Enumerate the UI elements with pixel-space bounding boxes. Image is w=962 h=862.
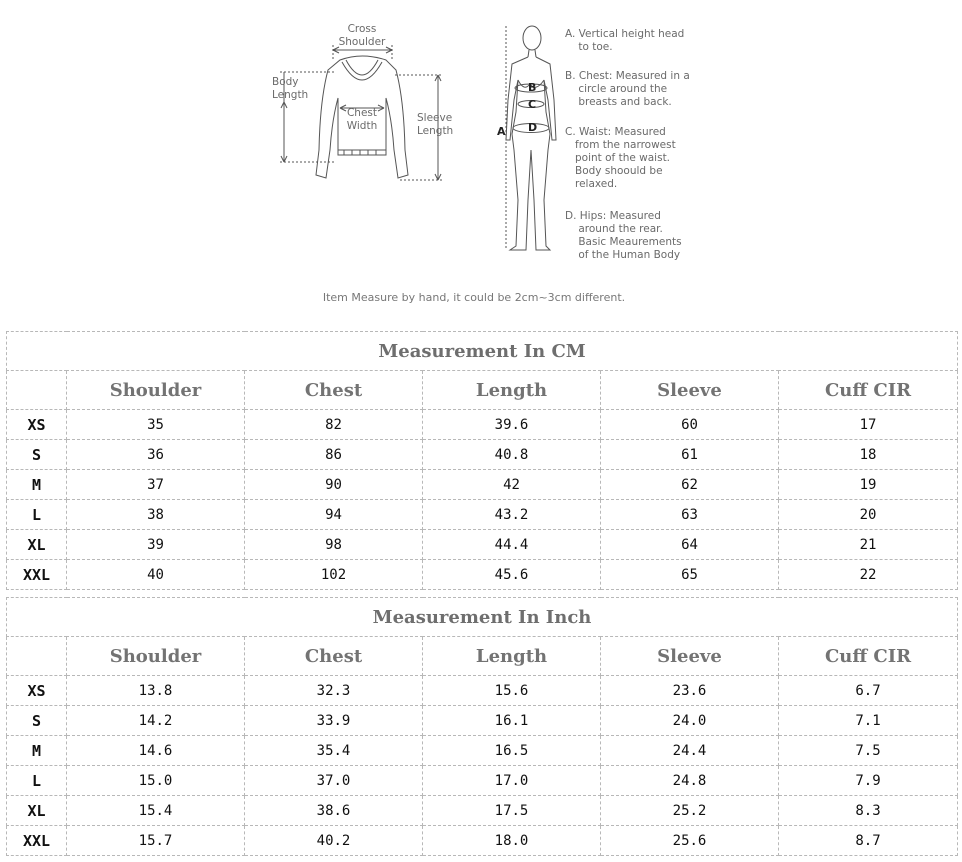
cross-shoulder-label: Cross Shoulder (338, 23, 386, 48)
table-row (7, 500, 958, 530)
table-row (7, 676, 958, 706)
measurement-cell: 35 (67, 410, 245, 440)
header-cell: Length (423, 371, 601, 410)
size-label-cell: XS (7, 410, 67, 440)
measurement-diagram (0, 0, 962, 320)
measurement-cell: 8.3 (779, 796, 958, 826)
measurement-cell: 102 (245, 560, 423, 590)
measurement-cell: 63 (601, 500, 779, 530)
measurement-cell: 25.2 (601, 796, 779, 826)
header-cell: Cuff CIR (779, 371, 958, 410)
table-row (7, 560, 958, 590)
table-row (7, 706, 958, 736)
measurement-cell: 21 (779, 530, 958, 560)
sleeve-length-label: Sleeve Length (417, 112, 454, 137)
measurement-cell: 24.0 (601, 706, 779, 736)
measurement-cell: 15.0 (67, 766, 245, 796)
table-row (7, 736, 958, 766)
header-cell (7, 637, 67, 676)
size-label-cell: M (7, 470, 67, 500)
measurement-cell: 35.4 (245, 736, 423, 766)
table-row (7, 530, 958, 560)
header-cell: Chest (245, 637, 423, 676)
measurement-cell: 25.6 (601, 826, 779, 856)
measurement-cell: 40 (67, 560, 245, 590)
table-row (7, 470, 958, 500)
measurement-cell: 38 (67, 500, 245, 530)
measurement-cell: 23.6 (601, 676, 779, 706)
header-cell: Length (423, 637, 601, 676)
letter-a: A (497, 125, 506, 138)
table-row (7, 766, 958, 796)
measurement-cell: 33.9 (245, 706, 423, 736)
measurement-cell: 20 (779, 500, 958, 530)
measurement-cell: 39.6 (423, 410, 601, 440)
header-cell: Sleeve (601, 371, 779, 410)
cm-table-title: Measurement In CM (7, 332, 958, 371)
measurement-cell: 40.8 (423, 440, 601, 470)
note-d: D. Hips: Measured around the rear. Basic Meaurements of the Human Body (565, 210, 682, 261)
measurement-cell: 15.4 (67, 796, 245, 826)
measurement-cell: 45.6 (423, 560, 601, 590)
measurement-cell: 42 (423, 470, 601, 500)
size-label-cell: S (7, 440, 67, 470)
measurement-cell: 39 (67, 530, 245, 560)
measurement-cell: 64 (601, 530, 779, 560)
size-label-cell: XXL (7, 826, 67, 856)
cm-size-table (6, 331, 958, 590)
letter-d: D (528, 121, 538, 134)
measurement-cell: 7.5 (779, 736, 958, 766)
inch-table-title: Measurement In Inch (7, 598, 958, 637)
measurement-cell: 17.5 (423, 796, 601, 826)
size-label-cell: M (7, 736, 67, 766)
measurement-cell: 90 (245, 470, 423, 500)
table-row (7, 826, 958, 856)
body-figure-illustration (506, 26, 556, 250)
letter-b: B (528, 81, 537, 94)
size-label-cell: L (7, 766, 67, 796)
measurement-cell: 60 (601, 410, 779, 440)
measurement-cell: 24.4 (601, 736, 779, 766)
measurement-cell: 17.0 (423, 766, 601, 796)
measurement-cell: 86 (245, 440, 423, 470)
header-cell: Sleeve (601, 637, 779, 676)
size-label-cell: L (7, 500, 67, 530)
inch-header-row (7, 637, 958, 676)
measurement-cell: 8.7 (779, 826, 958, 856)
measurement-cell: 62 (601, 470, 779, 500)
measurement-cell: 98 (245, 530, 423, 560)
measurement-cell: 38.6 (245, 796, 423, 826)
size-label-cell: S (7, 706, 67, 736)
letter-c: C (528, 98, 537, 111)
measurement-cell: 14.2 (67, 706, 245, 736)
header-cell: Cuff CIR (779, 637, 958, 676)
note-a: A. Vertical height head to toe. (565, 28, 685, 53)
header-cell: Chest (245, 371, 423, 410)
measurement-cell: 14.6 (67, 736, 245, 766)
measurement-cell: 16.1 (423, 706, 601, 736)
cm-header-row (7, 371, 958, 410)
measurement-cell: 32.3 (245, 676, 423, 706)
measurement-cell: 19 (779, 470, 958, 500)
measurement-cell: 44.4 (423, 530, 601, 560)
note-b: B. Chest: Measured in a circle around the breasts and back. (565, 70, 690, 108)
table-row (7, 796, 958, 826)
measurement-cell: 13.8 (67, 676, 245, 706)
chest-width-label: Chest Width (346, 107, 378, 132)
measurement-cell: 37 (67, 470, 245, 500)
measurement-cell: 18.0 (423, 826, 601, 856)
measurement-cell: 40.2 (245, 826, 423, 856)
body-length-label: Body Length (272, 76, 309, 101)
header-cell (7, 371, 67, 410)
measurement-cell: 6.7 (779, 676, 958, 706)
measurement-cell: 65 (601, 560, 779, 590)
measurement-cell: 82 (245, 410, 423, 440)
measurement-cell: 36 (67, 440, 245, 470)
size-label-cell: XS (7, 676, 67, 706)
measurement-cell: 7.9 (779, 766, 958, 796)
measurement-cell: 37.0 (245, 766, 423, 796)
size-label-cell: XL (7, 796, 67, 826)
measure-note: Item Measure by hand, it could be 2cm~3cm different. (322, 291, 626, 304)
table-row (7, 410, 958, 440)
note-c: C. Waist: Measured from the narrowest point of the waist. Body shoould be relaxed. (565, 126, 676, 190)
measurement-cell: 22 (779, 560, 958, 590)
measurement-cell: 43.2 (423, 500, 601, 530)
measurement-cell: 15.6 (423, 676, 601, 706)
inch-size-table (6, 597, 958, 856)
size-label-cell: XXL (7, 560, 67, 590)
size-label-cell: XL (7, 530, 67, 560)
measurement-cell: 24.8 (601, 766, 779, 796)
measurement-cell: 16.5 (423, 736, 601, 766)
measurement-cell: 94 (245, 500, 423, 530)
measurement-cell: 61 (601, 440, 779, 470)
header-cell: Shoulder (67, 637, 245, 676)
measurement-cell: 17 (779, 410, 958, 440)
table-row (7, 440, 958, 470)
measurement-cell: 18 (779, 440, 958, 470)
diagram-illustrations (0, 0, 962, 320)
measurement-cell: 15.7 (67, 826, 245, 856)
measurement-cell: 7.1 (779, 706, 958, 736)
header-cell: Shoulder (67, 371, 245, 410)
